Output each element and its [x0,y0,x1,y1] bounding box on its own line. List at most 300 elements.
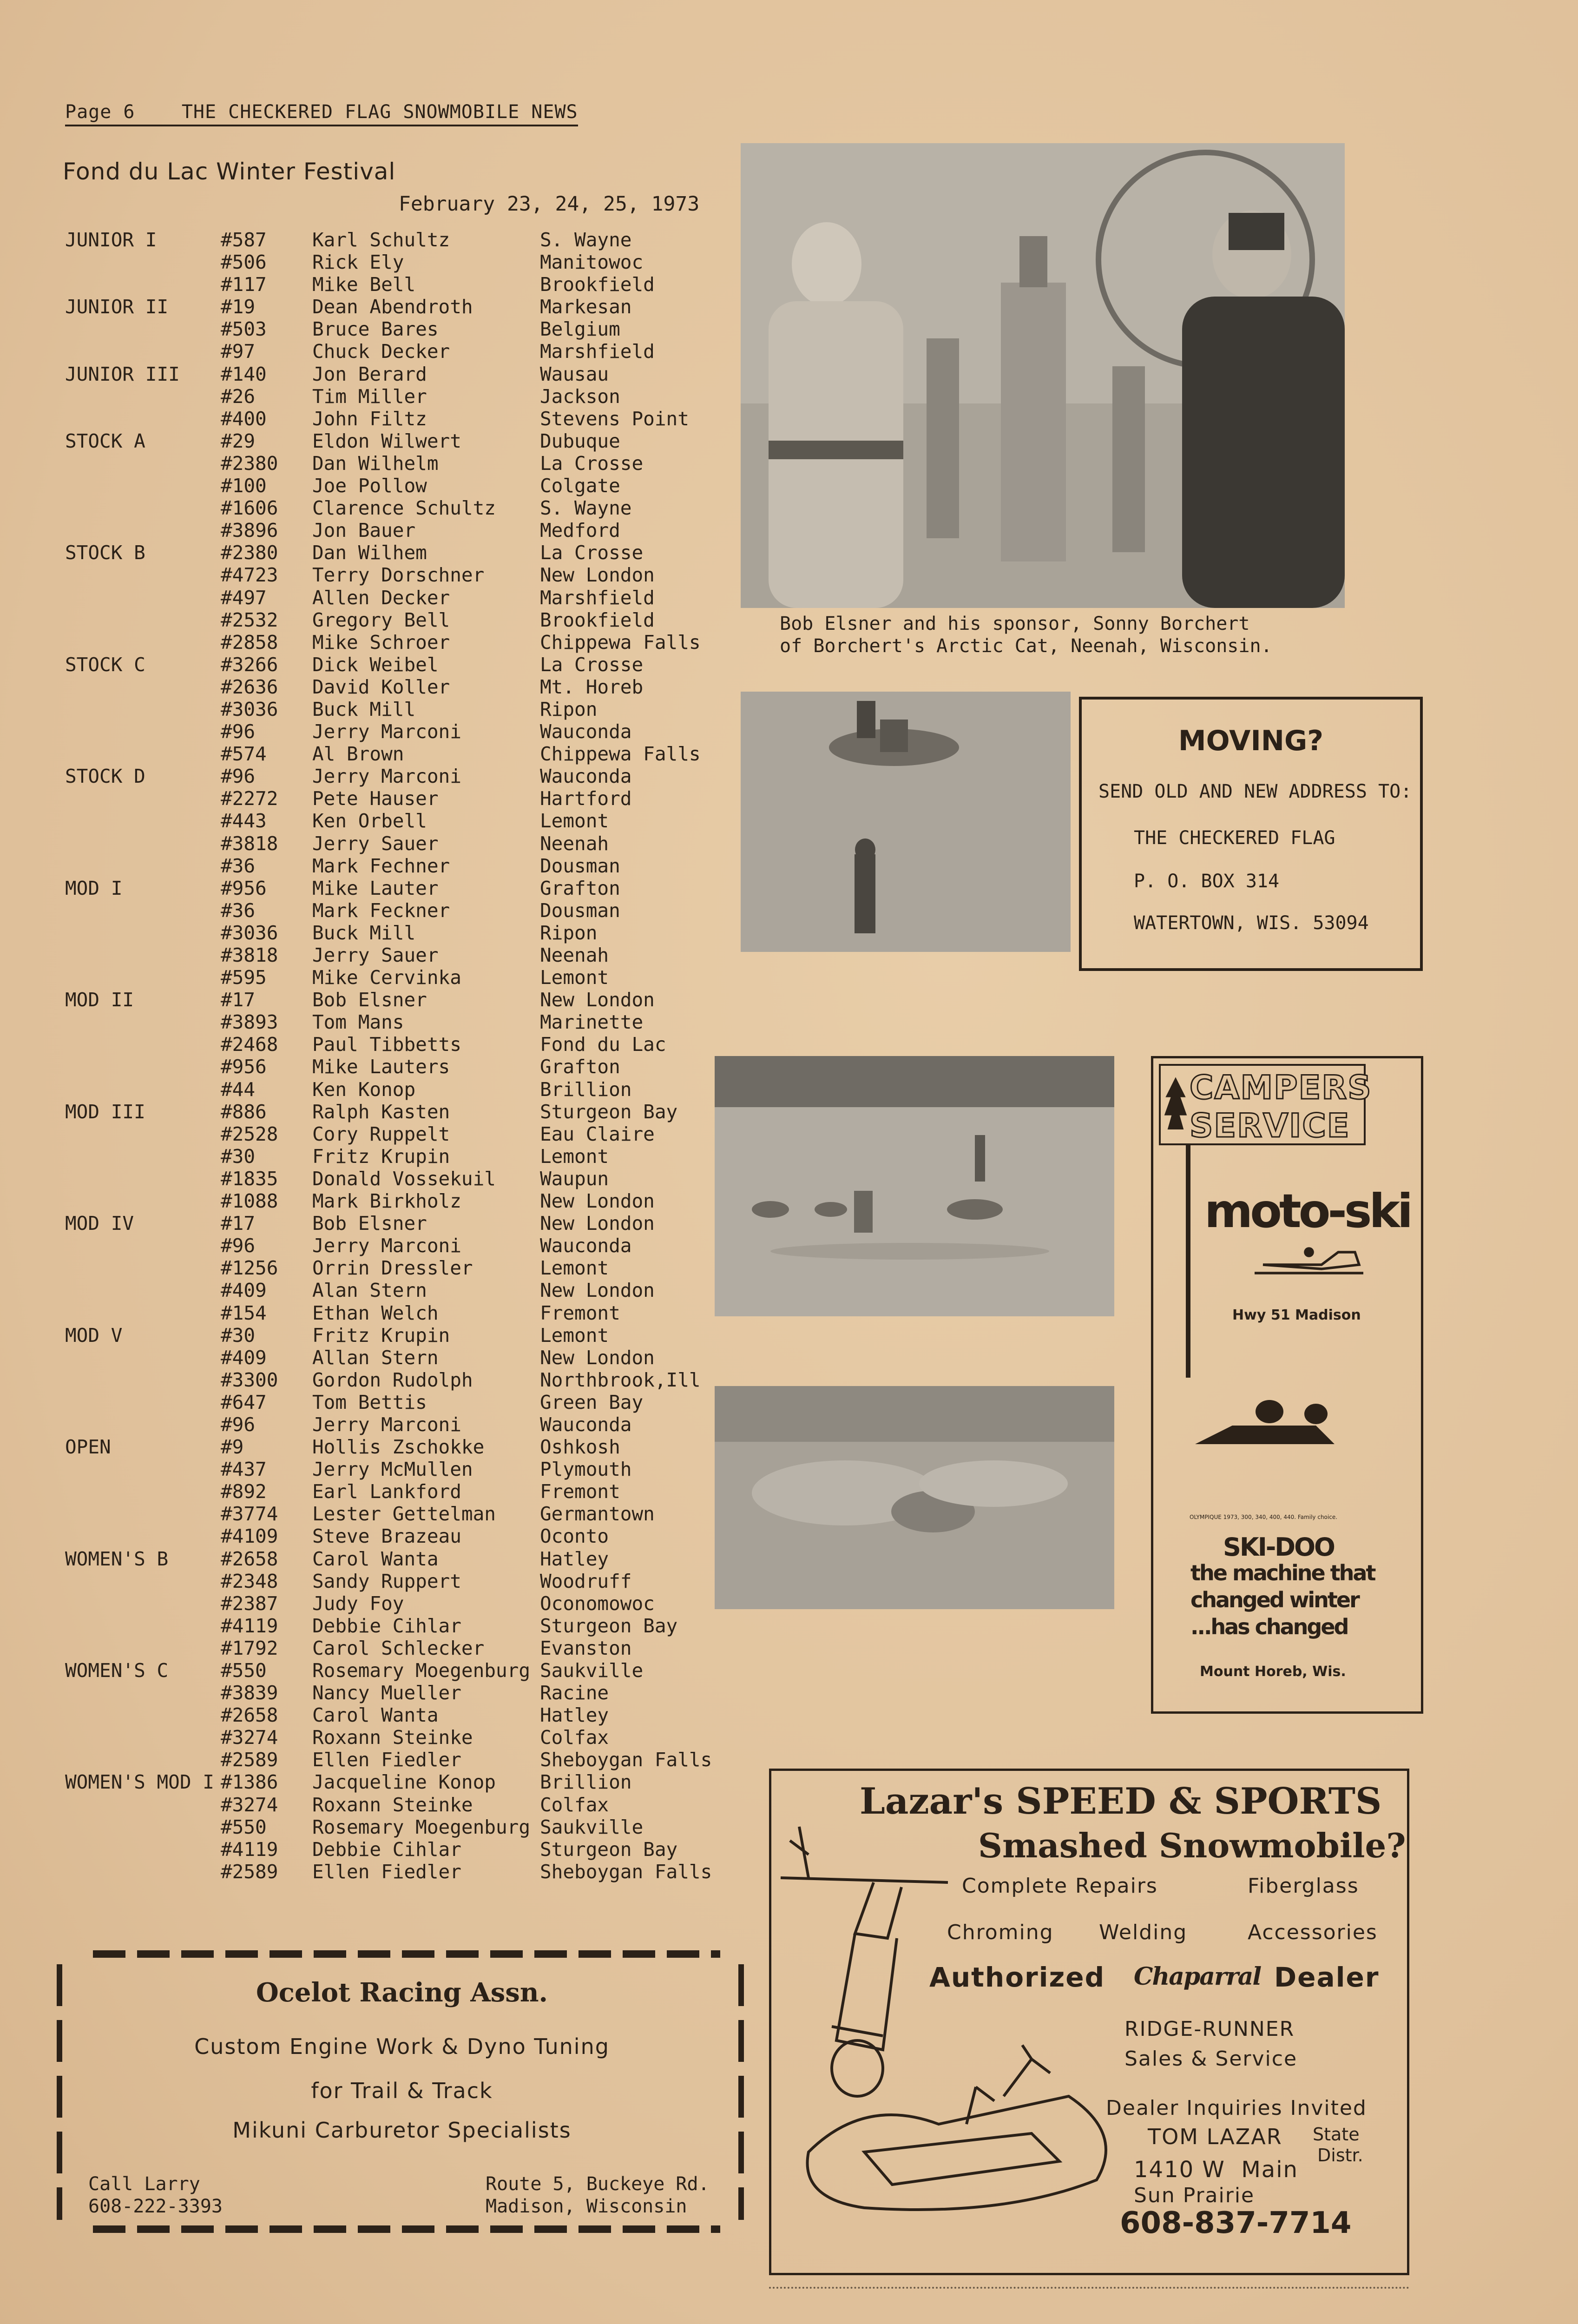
moving-title: MOVING? [1178,725,1324,757]
result-number: #30 [221,1145,256,1168]
result-name: Eldon Wilwert [312,429,461,452]
result-number: #1088 [221,1190,278,1213]
result-town: New London [540,564,655,587]
moto-ski-logo: moto-ski [1204,1184,1411,1238]
ocelot-line-3: Mikuni Carburetor Specialists [232,2118,572,2143]
result-town: Dousman [540,899,620,922]
result-name: Tom Mans [312,1011,404,1034]
result-row [65,631,725,654]
result-row [65,497,725,519]
result-town: Northbrook,Ill [540,1368,701,1391]
lazar-authorized: Authorized [929,1961,1105,1993]
result-number: #3274 [221,1793,278,1816]
lazar-ridge-runner: RIDGE-RUNNER [1124,2017,1295,2041]
result-number: #1386 [221,1771,278,1794]
ocelot-address-2: Madison, Wisconsin [486,2196,687,2217]
result-row [65,1436,725,1458]
result-row [65,609,725,631]
moving-line-4: WATERTOWN, WIS. 53094 [1134,912,1369,934]
snow-photo-field [715,1056,1114,1316]
result-town: Sturgeon Bay [540,1100,678,1123]
result-name: Judy Foy [312,1592,404,1615]
result-name: Jerry Sauer [312,832,439,855]
result-class: MOD II [65,989,134,1011]
lazar-service-3: Chroming [947,1921,1054,1944]
ocelot-racing-ad [56,1946,748,2234]
result-town: Dubuque [540,429,620,452]
lazar-phone: 608-837-7714 [1120,2206,1352,2240]
result-number: #2380 [221,541,278,564]
result-row [65,340,725,363]
result-name: Allan Stern [312,1346,439,1369]
result-name: Buck Mill [312,921,416,944]
ski-doo-logo: SKI-DOO [1223,1532,1334,1562]
result-name: Ellen Fiedler [312,1749,461,1771]
result-row [65,1503,725,1525]
result-name: Jerry Marconi [312,720,461,743]
result-row [65,899,725,922]
result-row [65,1279,725,1301]
result-name: Jerry Marconi [312,765,461,788]
result-row [65,1682,725,1704]
result-name: Gordon Rudolph [312,1368,473,1391]
result-name: Buck Mill [312,698,416,720]
result-number: #503 [221,318,267,341]
result-row [65,1347,725,1369]
result-row [65,1257,725,1279]
lazar-speed-sports-ad [769,1769,1409,2275]
result-number: #595 [221,966,267,989]
result-row [65,1168,725,1190]
result-number: #100 [221,475,267,497]
result-class: MOD III [65,1100,145,1123]
result-town: Grafton [540,877,620,899]
result-town: New London [540,1212,655,1235]
result-town: Hartford [540,787,632,810]
result-name: Debbie Cihlar [312,1838,461,1861]
result-number: #9 [221,1436,244,1459]
result-row [65,1861,725,1883]
result-row [65,1369,725,1391]
result-name: Chuck Decker [312,340,450,363]
result-row [65,1816,725,1838]
result-name: Paul Tibbetts [312,1033,461,1056]
result-class: STOCK C [65,653,145,676]
result-number: #892 [221,1480,267,1503]
festival-date: February 23, 24, 25, 1973 [399,192,700,216]
result-name: Fritz Krupin [312,1324,450,1347]
result-number: #2858 [221,631,278,654]
result-town: Hatley [540,1547,609,1570]
result-number: #2380 [221,452,278,475]
result-name: Debbie Cihlar [312,1614,461,1637]
result-name: Allen Decker [312,586,450,609]
result-town: Plymouth [540,1458,632,1481]
result-number: #36 [221,854,256,877]
result-name: John Filtz [312,407,427,430]
result-town: Hatley [540,1704,609,1727]
result-town: La Crosse [540,541,644,564]
snow-photo-racers [741,692,1071,952]
result-town: Marshfield [540,586,655,609]
result-name: Dean Abendroth [312,296,473,318]
result-number: #2532 [221,608,278,631]
result-row [65,966,725,989]
result-row [65,385,725,408]
result-town: Wauconda [540,1413,632,1436]
result-town: Woodruff [540,1570,632,1592]
result-row [65,1570,725,1592]
result-name: Fritz Krupin [312,1145,450,1168]
lazar-sales-service: Sales & Service [1124,2047,1298,2071]
result-town: La Crosse [540,653,644,676]
result-row [65,408,725,430]
result-class: JUNIOR II [65,296,169,318]
result-number: #140 [221,363,267,385]
result-town: Belgium [540,318,620,341]
result-name: David Koller [312,675,450,698]
result-town: Colfax [540,1793,609,1816]
lazar-service-1: Complete Repairs [962,1874,1158,1898]
result-number: #550 [221,1659,267,1682]
result-number: #550 [221,1816,267,1838]
result-name: Jon Berard [312,363,427,385]
result-row [65,318,725,340]
result-number: #3036 [221,698,278,720]
result-row [65,1659,725,1682]
result-town: Dousman [540,854,620,877]
result-class: JUNIOR III [65,363,180,385]
result-number: #44 [221,1078,256,1101]
result-class: MOD I [65,877,123,899]
result-number: #400 [221,407,267,430]
result-row [65,1078,725,1101]
result-row [65,1302,725,1324]
result-row [65,1056,725,1078]
result-number: #409 [221,1346,267,1369]
ocelot-contact-1: Call Larry [88,2173,200,2195]
result-class: OPEN [65,1436,111,1459]
result-row [65,1123,725,1145]
result-number: #3839 [221,1682,278,1704]
result-name: Steve Brazeau [312,1525,461,1548]
result-name: Earl Lankford [312,1480,461,1503]
result-name: Rosemary Moegenburg [312,1659,530,1682]
result-town: Fremont [540,1480,620,1503]
result-name: Rick Ely [312,251,404,274]
result-number: #3818 [221,832,278,855]
result-name: Gregory Bell [312,608,450,631]
lazar-service-4: Welding [1099,1921,1188,1944]
result-number: #3300 [221,1368,278,1391]
result-row [65,1480,725,1503]
result-town: Oshkosh [540,1436,620,1459]
result-row [65,1548,725,1570]
result-row [65,587,725,609]
result-number: #3274 [221,1726,278,1749]
ocelot-title: Ocelot Racing Assn. [256,1977,548,2008]
result-number: #36 [221,899,256,922]
result-town: Germantown [540,1503,655,1525]
result-row [65,564,725,586]
result-town: S. Wayne [540,229,632,251]
result-name: Hollis Zschokke [312,1436,485,1459]
result-number: #1606 [221,497,278,520]
result-town: Racine [540,1682,609,1704]
result-name: Mike Bell [312,273,416,296]
result-town: Lemont [540,810,609,832]
lazar-subtitle: Smashed Snowmobile? [978,1826,1406,1865]
result-row [65,1011,725,1033]
result-town: New London [540,1346,655,1369]
result-name: Jacqueline Konop [312,1771,496,1794]
lazar-dealer: Dealer [1274,1961,1380,1993]
result-town: Marshfield [540,340,655,363]
moving-line-2: THE CHECKERED FLAG [1134,827,1335,849]
result-town: Brillion [540,1078,632,1101]
result-town: Lemont [540,1257,609,1280]
result-class: WOMEN'S MOD I [65,1771,214,1794]
result-row [65,519,725,541]
result-name: Jerry Marconi [312,1413,461,1436]
result-number: #956 [221,1056,267,1078]
result-town: Sheboygan Falls [540,1860,712,1883]
result-row [65,676,725,698]
result-row [65,1101,725,1123]
result-name: Carol Wanta [312,1547,439,1570]
result-name: Carol Schlecker [312,1637,485,1659]
ski-doo-snowmobile-icon [1177,1393,1362,1467]
result-town: Ripon [540,921,598,944]
result-number: #587 [221,229,267,251]
result-town: New London [540,989,655,1011]
ski-doo-fine-print: OLYMPIQUE 1973, 300, 340, 400, 440. Family choice. [1190,1514,1338,1520]
result-name: Ethan Welch [312,1301,439,1324]
result-town: Fremont [540,1301,620,1324]
campers-logo-line-2: SERVICE [1190,1107,1350,1145]
result-row [65,251,725,273]
lazar-city: Sun Prairie [1134,2184,1255,2207]
result-number: #443 [221,810,267,832]
result-town: Lemont [540,1145,609,1168]
result-row [65,1033,725,1056]
result-town: Chippewa Falls [540,743,701,766]
result-town: New London [540,1190,655,1213]
result-class: STOCK B [65,541,145,564]
result-row [65,430,725,452]
ski-doo-slogan-3: ...has changed [1190,1614,1348,1639]
lazar-title: Lazar's SPEED & SPORTS [860,1780,1382,1822]
result-town: Stevens Point [540,407,689,430]
result-row [65,363,725,385]
result-row [65,1637,725,1659]
photo-caption [780,613,1272,657]
result-number: #2658 [221,1547,278,1570]
result-town: Colgate [540,475,620,497]
result-row [65,475,725,497]
result-number: #574 [221,743,267,766]
result-class: STOCK D [65,765,145,788]
result-number: #3774 [221,1503,278,1525]
result-town: Eau Claire [540,1122,655,1145]
result-number: #497 [221,586,267,609]
result-class: STOCK A [65,429,145,452]
ocelot-contact-2: 608-222-3393 [88,2196,223,2217]
lazar-service-2: Fiberglass [1248,1874,1359,1898]
result-number: #4119 [221,1614,278,1637]
result-row [65,229,725,251]
result-number: #117 [221,273,267,296]
result-class: WOMEN'S B [65,1547,169,1570]
page-header [65,101,578,126]
lazar-service-5: Accessories [1248,1921,1378,1944]
result-name: Jon Bauer [312,519,416,542]
result-name: Dan Wilhem [312,541,427,564]
result-row [65,698,725,720]
result-row [65,1771,725,1793]
result-town: Oconomowoc [540,1592,655,1615]
result-number: #409 [221,1279,267,1302]
result-name: Terry Dorschner [312,564,485,587]
result-row [65,787,725,810]
result-number: #2348 [221,1570,278,1592]
result-town: Wauconda [540,1235,632,1257]
campers-logo-line-1: CAMPERS [1190,1069,1372,1107]
result-number: #3266 [221,653,278,676]
result-town: Brillion [540,1771,632,1794]
ski-doo-slogan-2: changed winter [1190,1587,1359,1612]
result-number: #2589 [221,1860,278,1883]
result-number: #30 [221,1324,256,1347]
result-row [65,944,725,966]
result-number: #4109 [221,1525,278,1548]
result-row [65,1391,725,1413]
result-number: #647 [221,1391,267,1413]
moving-notice [1079,697,1423,971]
result-name: Ken Konop [312,1078,416,1101]
result-class: MOD V [65,1324,123,1347]
result-name: Mark Fechner [312,854,450,877]
result-row [65,1615,725,1637]
result-name: Dick Weibel [312,653,439,676]
result-number: #3893 [221,1011,278,1034]
result-row [65,1212,725,1235]
campers-service-ad [1151,1056,1423,1714]
result-number: #96 [221,1413,256,1436]
result-name: Tom Bettis [312,1391,427,1413]
result-name: Alan Stern [312,1279,427,1302]
result-name: Jerry McMullen [312,1458,473,1481]
bottom-edge-dots [769,2287,1409,2291]
result-row [65,1794,725,1816]
publication-title: THE CHECKERED FLAG SNOWMOBILE NEWS [181,101,578,123]
result-row [65,1145,725,1168]
result-class: WOMEN'S C [65,1659,169,1682]
result-town: Medford [540,519,620,542]
moving-line-1: SEND OLD AND NEW ADDRESS TO: [1098,781,1412,802]
result-number: #1835 [221,1167,278,1190]
result-name: Carol Wanta [312,1704,439,1727]
result-town: Markesan [540,296,632,318]
result-town: Wauconda [540,765,632,788]
result-number: #3896 [221,519,278,542]
result-row [65,1749,725,1771]
result-number: #96 [221,765,256,788]
tree-icon [1164,1070,1188,1140]
moving-line-3: P. O. BOX 314 [1134,871,1280,892]
result-row [65,452,725,475]
result-class: JUNIOR I [65,229,157,251]
result-town: Lemont [540,1324,609,1347]
result-number: #4723 [221,564,278,587]
result-name: Jerry Sauer [312,944,439,966]
result-town: Colfax [540,1726,609,1749]
result-name: Ellen Fiedler [312,1860,461,1883]
result-row [65,720,725,743]
result-number: #154 [221,1301,267,1324]
result-town: Wauconda [540,720,632,743]
result-number: #2272 [221,787,278,810]
result-number: #26 [221,385,256,408]
result-name: Al Brown [312,743,404,766]
result-number: #1792 [221,1637,278,1659]
result-town: Jackson [540,385,620,408]
ocelot-line-1: Custom Engine Work & Dyno Tuning [194,2034,610,2059]
result-name: Pete Hauser [312,787,439,810]
result-row [65,654,725,676]
result-number: #956 [221,877,267,899]
result-number: #2658 [221,1704,278,1727]
result-name: Mark Feckner [312,899,450,922]
result-town: Saukville [540,1659,644,1682]
result-row [65,1838,725,1861]
result-name: Rosemary Moegenburg [312,1816,530,1838]
result-number: #2636 [221,675,278,698]
result-row [65,1458,725,1480]
results-table [65,229,725,1883]
result-row [65,765,725,787]
caption-line-1: Bob Elsner and his sponsor, Sonny Borchert [780,613,1250,634]
result-class: MOD IV [65,1212,134,1235]
result-name: Ken Orbell [312,810,427,832]
result-town: S. Wayne [540,497,632,520]
result-town: La Crosse [540,452,644,475]
result-row [65,1190,725,1212]
result-town: Saukville [540,1816,644,1838]
result-town: Sturgeon Bay [540,1614,678,1637]
result-name: Joe Pollow [312,475,427,497]
result-row [65,877,725,899]
result-name: Ralph Kasten [312,1100,450,1123]
result-town: Evanston [540,1637,632,1659]
result-number: #3818 [221,944,278,966]
lazar-name: TOM LAZAR [1148,2124,1282,2149]
result-town: Manitowoc [540,251,644,274]
result-number: #437 [221,1458,267,1481]
caption-line-2: of Borchert's Arctic Cat, Neenah, Wisconsin. [780,635,1272,657]
result-row [65,1525,725,1547]
result-number: #506 [221,251,267,274]
chaparral-logo: Chaparral [1134,1962,1261,1991]
result-number: #3036 [221,921,278,944]
result-town: Grafton [540,1056,620,1078]
result-name: Roxann Steinke [312,1793,473,1816]
result-number: #886 [221,1100,267,1123]
result-name: Orrin Dressler [312,1257,473,1280]
result-number: #96 [221,720,256,743]
result-name: Lester Gettelman [312,1503,496,1525]
result-row [65,855,725,877]
